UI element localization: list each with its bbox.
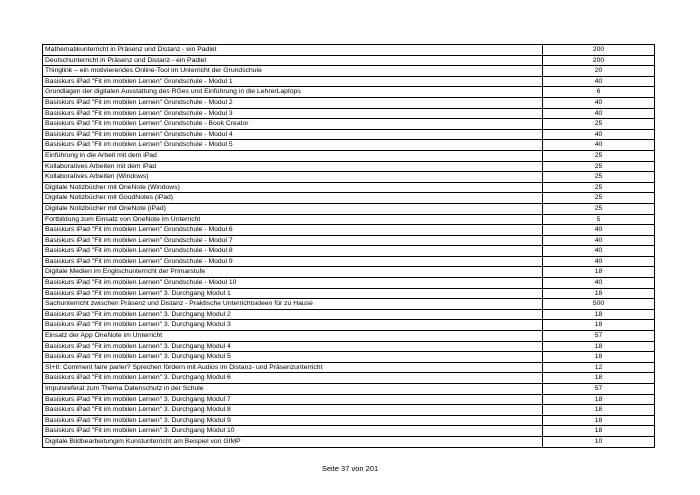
table-row [43,394,655,405]
course-title-cell: Thinglink – ein motivierendes Online-Tool im Unterricht der Grundschule [43,66,543,77]
table-row [43,352,655,363]
course-title-cell: Basiskurs iPad "Fit im mobilen Lernen" 3. Durchgang Modul 1 [43,288,543,299]
course-title-cell: Basiskurs iPad "Fit im mobilen Lernen" 3. Durchgang Modul 9 [43,415,543,426]
table-row [43,97,655,108]
course-value-cell: 25 [543,150,655,161]
course-value-cell: 18 [543,309,655,320]
course-value-cell: 40 [543,256,655,267]
course-value-cell: 25 [543,119,655,130]
course-title-cell: Basiskurs iPad "Fit im mobilen Lernen" 3. Durchgang Modul 10 [43,426,543,437]
course-value-cell: 12 [543,362,655,373]
course-value-cell: 5 [543,214,655,225]
table-row [43,140,655,151]
course-title-cell: Einsatz der App OneNote im Unterricht [43,331,543,342]
table-row [43,309,655,320]
course-value-cell: 200 [543,45,655,56]
table-row [43,362,655,373]
table-row [43,45,655,56]
course-value-cell: 25 [543,193,655,204]
course-value-cell: 18 [543,341,655,352]
course-title-cell: Basiskurs iPad "Fit im mobilen Lernen" Grundschule - Book Creator [43,119,543,130]
course-title-cell: Basiskurs iPad "Fit im mobilen Lernen" 3. Durchgang Modul 6 [43,373,543,384]
course-value-cell: 40 [543,225,655,236]
table-row [43,246,655,257]
course-title-cell: Einführung in die Arbeit mit dem iPad [43,150,543,161]
table-row [43,129,655,140]
course-title-cell: Digitale Notizbücher mit OneNote (iPad) [43,203,543,214]
course-title-cell: Deutschunterricht in Präsenz und Distanz - ein Padlet [43,55,543,66]
course-value-cell: 25 [543,172,655,183]
table-row [43,426,655,437]
course-value-cell: 18 [543,415,655,426]
page-number: Seite 37 von 201 [321,464,379,473]
course-value-cell: 25 [543,203,655,214]
table-row [43,278,655,289]
course-value-cell: 18 [543,352,655,363]
table-row [43,161,655,172]
course-title-cell: Basiskurs iPad "Fit im mobilen Lernen" Grundschule - Modul 4 [43,129,543,140]
course-value-cell: 18 [543,320,655,331]
table-row [43,119,655,130]
course-value-cell: 25 [543,182,655,193]
course-title-cell: Basiskurs iPad "Fit im mobilen Lernen" Grundschule - Modul 8 [43,246,543,257]
course-value-cell: 18 [543,267,655,278]
table-row [43,299,655,310]
table-row [43,182,655,193]
table-row [43,55,655,66]
course-value-cell: 18 [543,426,655,437]
table-row [43,172,655,183]
table-row [43,288,655,299]
course-value-cell: 25 [543,161,655,172]
course-title-cell: Basiskurs iPad "Fit im mobilen Lernen" 3. Durchgang Modul 3 [43,320,543,331]
course-title-cell: Digitale Medien im Englischunterricht der Primarstufe [43,267,543,278]
table-row [43,76,655,87]
course-title-cell: Basiskurs iPad "Fit im mobilen Lernen" 3. Durchgang Modul 7 [43,394,543,405]
course-value-cell: 40 [543,235,655,246]
table-row [43,373,655,384]
course-title-cell: Kollaboratives Arbeiten mit dem iPad [43,161,543,172]
course-value-cell: 18 [543,288,655,299]
course-title-cell: Basiskurs iPad "Fit im mobilen Lernen" 3. Durchgang Modul 2 [43,309,543,320]
course-table-body [43,45,655,448]
course-title-cell: Impulsreferat zum Thema Datenschutz in der Schule [43,384,543,395]
table-row [43,436,655,447]
course-value-cell: 40 [543,97,655,108]
table-row [43,150,655,161]
course-value-cell: 57 [543,384,655,395]
table-row [43,225,655,236]
course-value-cell: 500 [543,299,655,310]
course-title-cell: Sachunterricht zwischen Präsenz und Distanz - Praktische Unterrichtsideen für zu Hause [43,299,543,310]
course-value-cell: 6 [543,87,655,98]
table-row [43,108,655,119]
course-title-cell: Basiskurs iPad "Fit im mobilen Lernen" 3. Durchgang Modul 8 [43,405,543,416]
table-row [43,384,655,395]
course-value-cell: 200 [543,55,655,66]
course-title-cell: Digitale Bildbearbeitungim Kunstunterricht am Beispiel von GIMP [43,436,543,447]
course-title-cell: Digitale Notizbücher mit GoodNotes (iPad) [43,193,543,204]
table-row [43,203,655,214]
course-value-cell: 18 [543,405,655,416]
course-value-cell: 40 [543,76,655,87]
course-value-cell: 40 [543,278,655,289]
table-row [43,193,655,204]
table-row [43,235,655,246]
course-title-cell: Basiskurs iPad "Fit im mobilen Lernen" Grundschule - Modul 3 [43,108,543,119]
table-row [43,415,655,426]
course-value-cell: 18 [543,394,655,405]
course-title-cell: Digitale Notizbücher mit OneNote (Windows) [43,182,543,193]
course-title-cell: Basiskurs iPad "Fit im mobilen Lernen" 3. Durchgang Modul 5 [43,352,543,363]
course-title-cell: Grundlagen der digitalen Ausstattung des RGes und Einführung in die LehrerLaptops [43,87,543,98]
course-title-cell: Basiskurs iPad "Fit im mobilen Lernen" Grundschule - Modul 2 [43,97,543,108]
course-title-cell: Basiskurs iPad "Fit im mobilen Lernen" Grundschule - Modul 1 [43,76,543,87]
table-row [43,405,655,416]
course-value-cell: 10 [543,436,655,447]
course-title-cell: Basiskurs iPad "Fit im mobilen Lernen" Grundschule - Modul 9 [43,256,543,267]
course-table [42,44,655,448]
course-value-cell: 20 [543,66,655,77]
table-row [43,331,655,342]
course-value-cell: 18 [543,373,655,384]
course-title-cell: Mathematikunterricht in Präsenz und Distanz - ein Padlet [43,45,543,56]
course-title-cell: Kollaboratives Arbeiten (Windows) [43,172,543,183]
table-row [43,256,655,267]
table-row [43,87,655,98]
course-value-cell: 40 [543,129,655,140]
course-title-cell: Basiskurs iPad "Fit im mobilen Lernen" Grundschule - Modul 10 [43,278,543,289]
course-title-cell: Basiskurs iPad "Fit im mobilen Lernen" Grundschule - Modul 7 [43,235,543,246]
course-title-cell: Basiskurs iPad "Fit im mobilen Lernen" 3. Durchgang Modul 4 [43,341,543,352]
course-title-cell: Basiskurs iPad "Fit im mobilen Lernen" Grundschule - Modul 6 [43,225,543,236]
table-row [43,320,655,331]
course-value-cell: 57 [543,331,655,342]
table-row [43,341,655,352]
table-row [43,66,655,77]
course-value-cell: 40 [543,108,655,119]
course-title-cell: Basiskurs iPad "Fit im mobilen Lernen" Grundschule - Modul 5 [43,140,543,151]
course-value-cell: 40 [543,246,655,257]
course-value-cell: 40 [543,140,655,151]
table-row [43,267,655,278]
course-title-cell: Fortbildung zum Einsatz von OneNote im Unterricht [43,214,543,225]
course-title-cell: SI+II: Comment faire parler? Sprechen fördern mit Audios im Distanz- und Präsenzunterricht [43,362,543,373]
table-row [43,214,655,225]
